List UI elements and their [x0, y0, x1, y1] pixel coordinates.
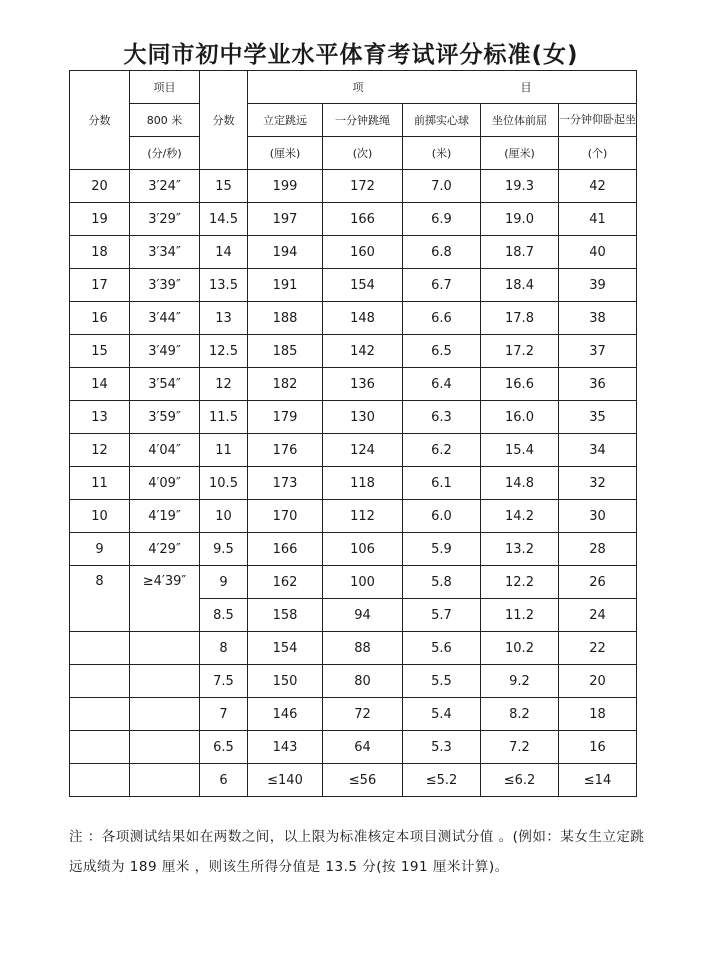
header-event-jump: 立定跳远 — [248, 104, 323, 137]
score-event-cell: 8.5 — [200, 599, 248, 632]
run-800-time-cell: 3′34″ — [130, 236, 200, 269]
empty-cell — [70, 698, 130, 731]
score-event-cell: 15 — [200, 170, 248, 203]
header-event-flex: 坐位体前屈 — [481, 104, 559, 137]
page-title: 大同市初中学业水平体育考试评分标准(女) — [123, 42, 579, 68]
situp-value-cell: 24 — [559, 599, 637, 632]
situp-value-cell: 28 — [559, 533, 637, 566]
jump-value-cell: 191 — [248, 269, 323, 302]
table-row — [70, 434, 637, 467]
empty-cell — [130, 764, 200, 797]
table-row — [70, 566, 637, 599]
rope-value-cell: 136 — [323, 368, 403, 401]
rope-value-cell: 88 — [323, 632, 403, 665]
jump-value-cell: 154 — [248, 632, 323, 665]
rope-value-cell: 94 — [323, 599, 403, 632]
situp-value-cell: 40 — [559, 236, 637, 269]
ball-value-cell: 6.2 — [403, 434, 481, 467]
score-event-cell: 7.5 — [200, 665, 248, 698]
situp-value-cell: 18 — [559, 698, 637, 731]
header-unit-situp: (个) — [559, 137, 637, 170]
table-row — [70, 632, 637, 665]
table-row — [70, 500, 637, 533]
ball-value-cell: 5.9 — [403, 533, 481, 566]
score-800-cell: 20 — [70, 170, 130, 203]
table-row — [70, 401, 637, 434]
situp-value-cell: 41 — [559, 203, 637, 236]
empty-cell — [70, 665, 130, 698]
score-800-cell: 14 — [70, 368, 130, 401]
header-event-situp: 一分钟仰卧起坐 — [559, 104, 637, 137]
header-item-label: 项目 — [130, 71, 200, 104]
rope-value-cell: ≤56 — [323, 764, 403, 797]
jump-value-cell: 150 — [248, 665, 323, 698]
header-items-label-b: 目 — [520, 81, 532, 94]
ball-value-cell: 5.6 — [403, 632, 481, 665]
header-score-right: 分数 — [200, 71, 248, 170]
empty-cell — [130, 632, 200, 665]
run-800-time-cell: 3′44″ — [130, 302, 200, 335]
rope-value-cell: 172 — [323, 170, 403, 203]
score-event-cell: 6 — [200, 764, 248, 797]
table-row — [70, 764, 637, 797]
jump-value-cell: 176 — [248, 434, 323, 467]
header-event-rope: 一分钟跳绳 — [323, 104, 403, 137]
jump-value-cell: 162 — [248, 566, 323, 599]
ball-value-cell: 6.0 — [403, 500, 481, 533]
score-event-cell: 6.5 — [200, 731, 248, 764]
situp-value-cell: 32 — [559, 467, 637, 500]
flex-value-cell: 8.2 — [481, 698, 559, 731]
ball-value-cell: 7.0 — [403, 170, 481, 203]
flex-value-cell: ≤6.2 — [481, 764, 559, 797]
run-800-time-cell: 4′19″ — [130, 500, 200, 533]
score-event-cell: 11 — [200, 434, 248, 467]
jump-value-cell: 166 — [248, 533, 323, 566]
ball-value-cell: 6.3 — [403, 401, 481, 434]
flex-value-cell: 17.2 — [481, 335, 559, 368]
rope-value-cell: 112 — [323, 500, 403, 533]
flex-value-cell: 19.3 — [481, 170, 559, 203]
empty-cell — [130, 665, 200, 698]
header-unit-flex: (厘米) — [481, 137, 559, 170]
header-unit-rope: (次) — [323, 137, 403, 170]
score-800-cell: 17 — [70, 269, 130, 302]
table-row — [70, 731, 637, 764]
situp-value-cell: 37 — [559, 335, 637, 368]
flex-value-cell: 14.2 — [481, 500, 559, 533]
jump-value-cell: 158 — [248, 599, 323, 632]
score-800-cell: 12 — [70, 434, 130, 467]
jump-value-cell: 182 — [248, 368, 323, 401]
ball-value-cell: 5.3 — [403, 731, 481, 764]
jump-value-cell: ≤140 — [248, 764, 323, 797]
score-event-cell: 8 — [200, 632, 248, 665]
run-800-time-cell: 3′54″ — [130, 368, 200, 401]
situp-value-cell: 20 — [559, 665, 637, 698]
empty-cell — [70, 764, 130, 797]
jump-value-cell: 185 — [248, 335, 323, 368]
score-800-cell: 10 — [70, 500, 130, 533]
rope-value-cell: 80 — [323, 665, 403, 698]
jump-value-cell: 143 — [248, 731, 323, 764]
run-800-time-cell: 3′59″ — [130, 401, 200, 434]
score-event-cell: 14.5 — [200, 203, 248, 236]
flex-value-cell: 12.2 — [481, 566, 559, 599]
flex-value-cell: 11.2 — [481, 599, 559, 632]
footnote: 注 ：各项测试结果如在两数之间，以上限为标准核定本项目测试分值 。(例如：某女生立定跳远成绩为 189 厘米 ，则该生所得分值是 13.5 分(按 191 厘米计算)。 — [69, 829, 645, 875]
rope-value-cell: 72 — [323, 698, 403, 731]
ball-value-cell: 5.7 — [403, 599, 481, 632]
header-score-left: 分数 — [70, 71, 130, 170]
situp-value-cell: 42 — [559, 170, 637, 203]
ball-value-cell: 6.1 — [403, 467, 481, 500]
rope-value-cell: 154 — [323, 269, 403, 302]
rope-value-cell: 100 — [323, 566, 403, 599]
flex-value-cell: 19.0 — [481, 203, 559, 236]
flex-value-cell: 16.0 — [481, 401, 559, 434]
rope-value-cell: 118 — [323, 467, 403, 500]
flex-value-cell: 16.6 — [481, 368, 559, 401]
situp-value-cell: 30 — [559, 500, 637, 533]
header-event-ball: 前掷实心球 — [403, 104, 481, 137]
situp-value-cell: 26 — [559, 566, 637, 599]
situp-value-cell: 22 — [559, 632, 637, 665]
score-event-cell: 9.5 — [200, 533, 248, 566]
run-800-time-cell: ≥4′39″ — [130, 566, 200, 632]
flex-value-cell: 18.4 — [481, 269, 559, 302]
flex-value-cell: 13.2 — [481, 533, 559, 566]
ball-value-cell: 6.9 — [403, 203, 481, 236]
jump-value-cell: 188 — [248, 302, 323, 335]
situp-value-cell: 34 — [559, 434, 637, 467]
run-800-time-cell: 4′09″ — [130, 467, 200, 500]
ball-value-cell: 6.6 — [403, 302, 481, 335]
run-800-time-cell: 3′29″ — [130, 203, 200, 236]
rope-value-cell: 148 — [323, 302, 403, 335]
table-row — [70, 236, 637, 269]
jump-value-cell: 173 — [248, 467, 323, 500]
score-800-cell: 8 — [70, 566, 130, 632]
rope-value-cell: 64 — [323, 731, 403, 764]
scoring-table — [69, 70, 637, 797]
header-unit-ball: (米) — [403, 137, 481, 170]
jump-value-cell: 146 — [248, 698, 323, 731]
jump-value-cell: 170 — [248, 500, 323, 533]
score-event-cell: 11.5 — [200, 401, 248, 434]
run-800-time-cell: 4′04″ — [130, 434, 200, 467]
jump-value-cell: 199 — [248, 170, 323, 203]
score-800-cell: 11 — [70, 467, 130, 500]
ball-value-cell: 6.5 — [403, 335, 481, 368]
ball-value-cell: 5.8 — [403, 566, 481, 599]
score-800-cell: 9 — [70, 533, 130, 566]
run-800-time-cell: 3′39″ — [130, 269, 200, 302]
situp-value-cell: ≤14 — [559, 764, 637, 797]
score-event-cell: 7 — [200, 698, 248, 731]
rope-value-cell: 160 — [323, 236, 403, 269]
header-items-label-a: 项 — [352, 81, 364, 94]
situp-value-cell: 16 — [559, 731, 637, 764]
ball-value-cell: 6.8 — [403, 236, 481, 269]
flex-value-cell: 10.2 — [481, 632, 559, 665]
jump-value-cell: 179 — [248, 401, 323, 434]
flex-value-cell: 18.7 — [481, 236, 559, 269]
ball-value-cell: ≤5.2 — [403, 764, 481, 797]
score-800-cell: 15 — [70, 335, 130, 368]
score-event-cell: 12.5 — [200, 335, 248, 368]
rope-value-cell: 166 — [323, 203, 403, 236]
header-unit-jump: (厘米) — [248, 137, 323, 170]
score-800-cell: 18 — [70, 236, 130, 269]
situp-value-cell: 39 — [559, 269, 637, 302]
rope-value-cell: 124 — [323, 434, 403, 467]
score-event-cell: 13 — [200, 302, 248, 335]
empty-cell — [70, 731, 130, 764]
score-800-cell: 13 — [70, 401, 130, 434]
table-row — [70, 335, 637, 368]
score-event-cell: 10.5 — [200, 467, 248, 500]
table-row — [70, 203, 637, 236]
flex-value-cell: 15.4 — [481, 434, 559, 467]
rope-value-cell: 130 — [323, 401, 403, 434]
score-event-cell: 10 — [200, 500, 248, 533]
header-items-label — [248, 71, 637, 104]
score-event-cell: 13.5 — [200, 269, 248, 302]
score-800-cell: 19 — [70, 203, 130, 236]
situp-value-cell: 35 — [559, 401, 637, 434]
table-row — [70, 302, 637, 335]
ball-value-cell: 6.7 — [403, 269, 481, 302]
flex-value-cell: 7.2 — [481, 731, 559, 764]
jump-value-cell: 194 — [248, 236, 323, 269]
score-event-cell: 9 — [200, 566, 248, 599]
header-run-800: 800 米 — [130, 104, 200, 137]
table-row — [70, 170, 637, 203]
score-event-cell: 14 — [200, 236, 248, 269]
run-800-time-cell: 3′49″ — [130, 335, 200, 368]
table-row — [70, 269, 637, 302]
table-row — [70, 368, 637, 401]
table-row — [70, 533, 637, 566]
table-row — [70, 467, 637, 500]
table-row — [70, 665, 637, 698]
empty-cell — [130, 698, 200, 731]
score-event-cell: 12 — [200, 368, 248, 401]
flex-value-cell: 9.2 — [481, 665, 559, 698]
situp-value-cell: 36 — [559, 368, 637, 401]
ball-value-cell: 6.4 — [403, 368, 481, 401]
empty-cell — [130, 731, 200, 764]
run-800-time-cell: 3′24″ — [130, 170, 200, 203]
situp-value-cell: 38 — [559, 302, 637, 335]
table-row — [70, 698, 637, 731]
header-run-unit: (分/秒) — [130, 137, 200, 170]
ball-value-cell: 5.4 — [403, 698, 481, 731]
flex-value-cell: 14.8 — [481, 467, 559, 500]
flex-value-cell: 17.8 — [481, 302, 559, 335]
score-800-cell: 16 — [70, 302, 130, 335]
jump-value-cell: 197 — [248, 203, 323, 236]
ball-value-cell: 5.5 — [403, 665, 481, 698]
rope-value-cell: 142 — [323, 335, 403, 368]
empty-cell — [70, 632, 130, 665]
rope-value-cell: 106 — [323, 533, 403, 566]
run-800-time-cell: 4′29″ — [130, 533, 200, 566]
